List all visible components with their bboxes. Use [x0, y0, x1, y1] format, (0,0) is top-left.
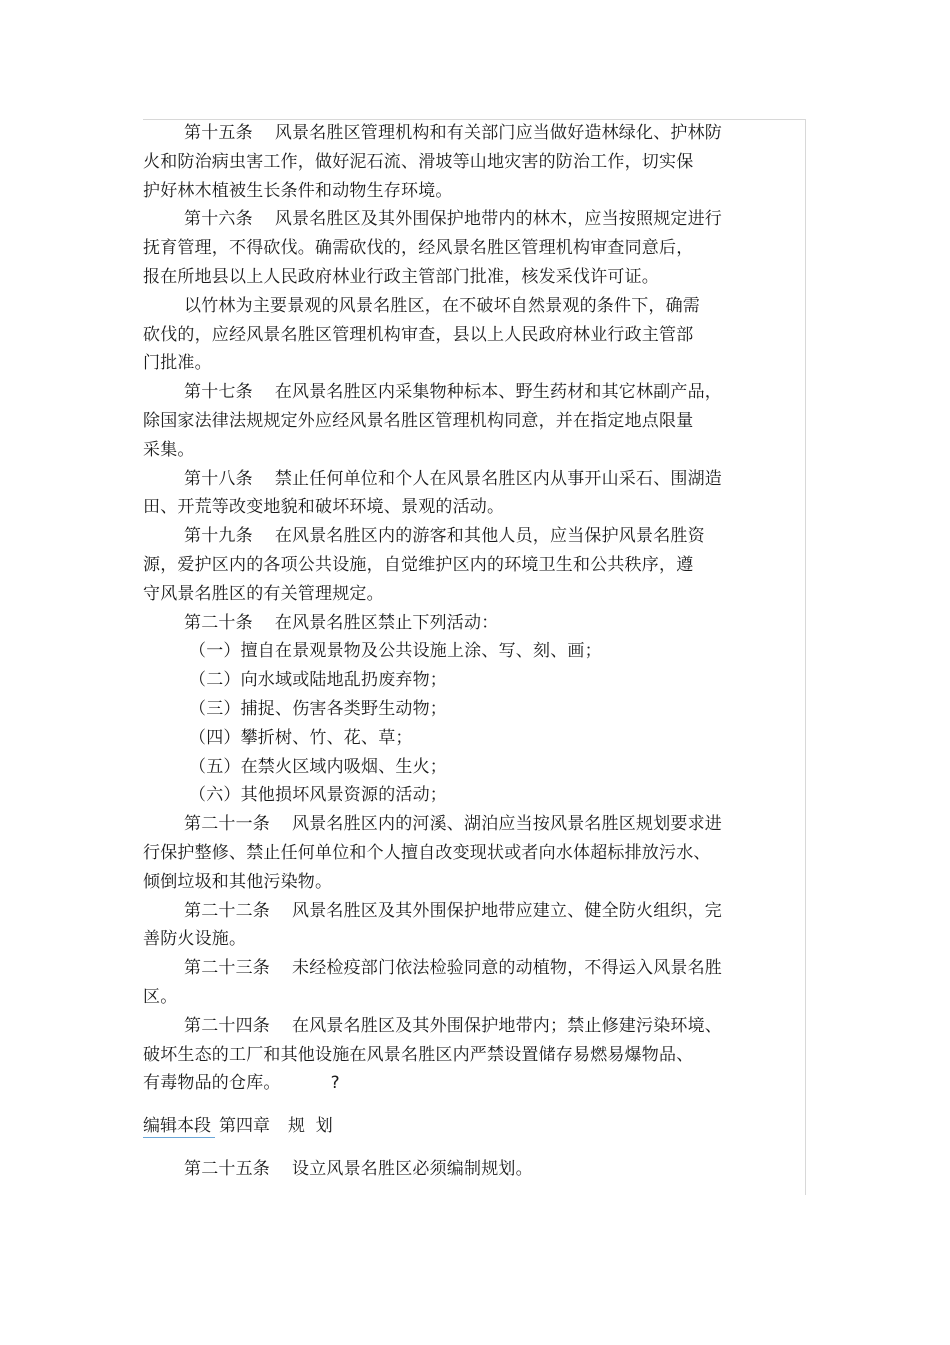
article-text: 禁止任何单位和个人在风景名胜区内从事开山采石、围湖造	[274, 468, 723, 489]
article-text: 火和防治病虫害工作，做好泥石流、滑坡等山地灾害的防治工作，切实保	[143, 151, 694, 172]
article-text: 风景名胜区管理机构和有关部门应当做好造林绿化、护林防	[274, 123, 723, 143]
list-item: （一）擅自在景观景物及公共设施上涂、写、刻、画；	[189, 641, 602, 662]
article-text: 善防火设施。	[143, 929, 247, 950]
article-18	[143, 465, 763, 523]
list-item: （五）在禁火区域内吸烟、生火；	[189, 756, 447, 777]
article-22	[143, 897, 763, 955]
article-number: 第二十五条	[184, 1158, 270, 1179]
article-text: 在风景名胜区及其外围保护地带内；禁止修建污染环境、	[292, 1015, 722, 1036]
article-20	[143, 609, 763, 811]
article-text: 在风景名胜区内采集物种标本、野生药材和其它林副产品，	[274, 382, 723, 403]
article-number: 第二十二条	[184, 900, 270, 921]
article-text: 风景名胜区及其外围保护地带内的林木，应当按照规定进行	[274, 209, 723, 230]
section-heading	[143, 1112, 763, 1141]
article-text: 砍伐的，应经风景名胜区管理机构审查，县以上人民政府林业行政主管部	[143, 324, 694, 345]
article-text: 护好林木植被生长条件和动物生存环境。	[143, 180, 453, 201]
article-text: 源，爱护区内的各项公共设施，自觉维护区内的环境卫生和公共秩序，遵	[143, 554, 694, 575]
chapter-title: 规 划	[288, 1116, 333, 1137]
article-number: 第二十四条	[184, 1015, 270, 1036]
article-text: 倾倒垃圾和其他污染物。	[143, 871, 333, 892]
list-item: （四）攀折树、竹、花、草；	[189, 727, 413, 748]
article-text: 在风景名胜区内的游客和其他人员，应当保护风景名胜资	[274, 526, 705, 547]
article-text: 设立风景名胜区必须编制规划。	[292, 1158, 533, 1179]
article-23	[143, 954, 763, 1012]
chapter-number: 第四章	[219, 1116, 270, 1137]
article-text: 报在所地县以上人民政府林业行政主管部门批准，核发采伐许可证。	[143, 266, 659, 287]
article-text: 破坏生态的工厂和其他设施在风景名胜区内严禁设置储存易燃易爆物品、	[143, 1044, 694, 1065]
article-text: 门批准。	[143, 353, 212, 374]
article-25	[143, 1155, 763, 1184]
article-number: 第二十条	[184, 612, 253, 633]
article-15	[143, 119, 763, 205]
article-text: 采集。	[143, 439, 195, 460]
document-body	[143, 119, 763, 1184]
article-text: 以竹林为主要景观的风景名胜区，在不破坏自然景观的条件下，确需	[184, 295, 700, 316]
article-17	[143, 378, 763, 464]
article-16	[143, 205, 763, 378]
article-text: 行保护整修、禁止任何单位和个人擅自改变现状或者向水体超标排放污水、	[143, 842, 711, 863]
article-text: 风景名胜区及其外围保护地带应建立、健全防火组织，完	[292, 900, 722, 921]
article-text: 区。	[143, 986, 178, 1007]
unknown-glyph-mark: ?	[330, 1073, 340, 1094]
article-24	[143, 1012, 763, 1098]
article-text: 守风景名胜区的有关管理规定。	[143, 583, 384, 604]
article-number: 第十五条	[184, 123, 253, 143]
article-number: 第十六条	[184, 209, 253, 230]
article-number: 第十九条	[184, 526, 253, 547]
article-21	[143, 810, 763, 896]
article-text: 田、开荒等改变地貌和破坏环境、景观的活动。	[143, 497, 505, 518]
article-text: 在风景名胜区禁止下列活动：	[274, 612, 499, 633]
edit-section-link[interactable]: 编辑本段	[143, 1116, 215, 1138]
list-item: （二）向水域或陆地乱扔废弃物；	[189, 670, 447, 691]
article-number: 第二十三条	[184, 958, 270, 979]
article-19	[143, 522, 763, 608]
article-text: 未经检疫部门依法检验同意的动植物，不得运入风景名胜	[292, 958, 722, 979]
article-text: 除国家法律法规规定外应经风景名胜区管理机构同意，并在指定地点限量	[143, 410, 694, 431]
article-text: 有毒物品的仓库。	[143, 1073, 281, 1094]
article-number: 第十七条	[184, 382, 253, 403]
article-number: 第十八条	[184, 468, 253, 489]
list-item: （六）其他损坏风景资源的活动；	[189, 785, 447, 806]
article-text: 抚育管理，不得砍伐。确需砍伐的，经风景名胜区管理机构审查同意后，	[143, 238, 694, 259]
article-number: 第二十一条	[184, 814, 270, 835]
article-text: 风景名胜区内的河溪、湖泊应当按风景名胜区规划要求进	[292, 814, 722, 835]
list-item: （三）捕捉、伤害各类野生动物；	[189, 698, 447, 719]
